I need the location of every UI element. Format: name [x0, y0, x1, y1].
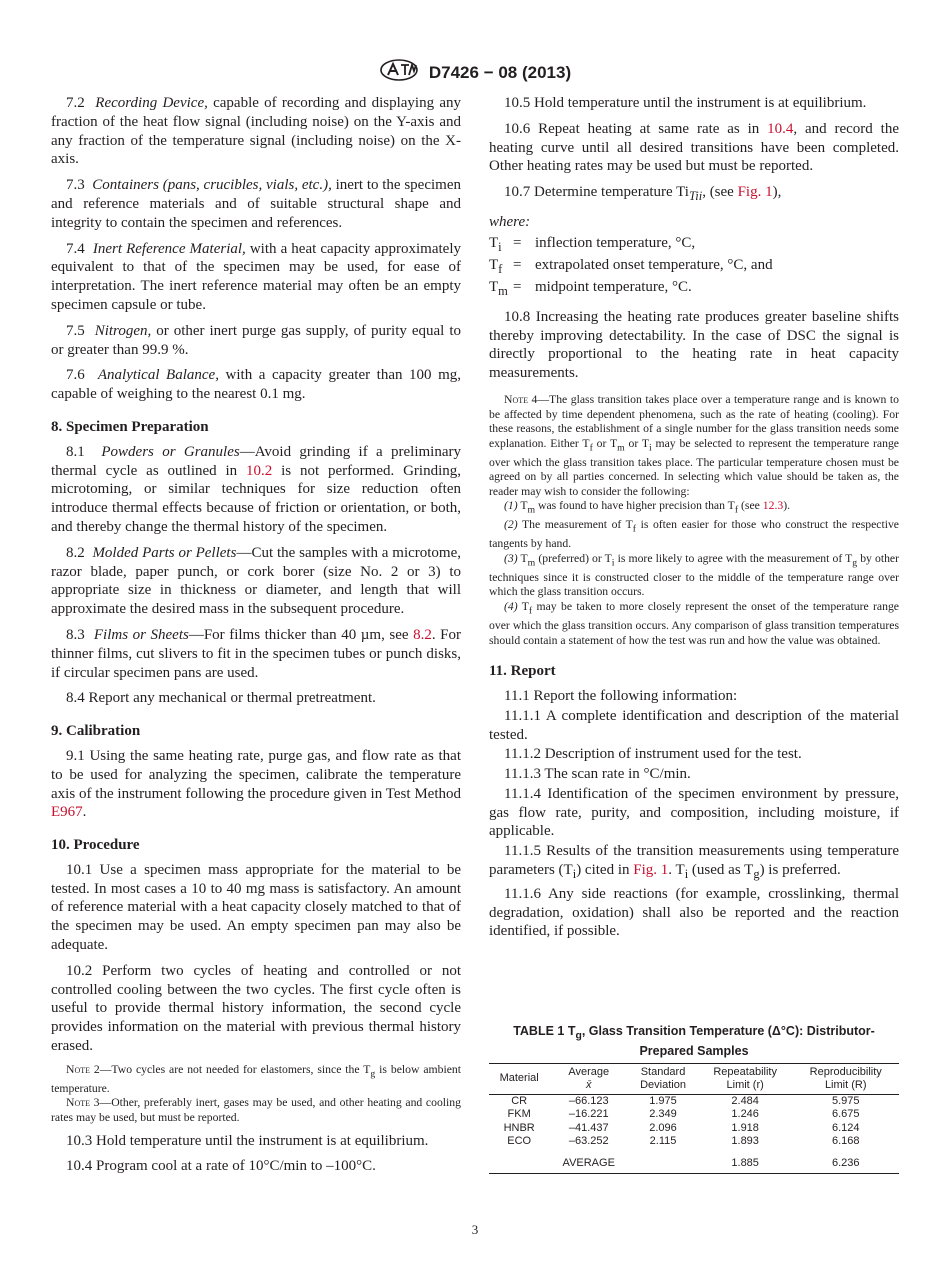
para-10-3: 10.3 Hold temperature until the instrument is at equilibrium.	[66, 1132, 429, 1149]
col-header-material: Material	[489, 1063, 549, 1094]
astm-logo-icon	[379, 58, 419, 87]
average-label: AVERAGE	[549, 1149, 628, 1174]
standard-designation: D7426 − 08 (2013)	[428, 62, 572, 82]
section-10-heading: 10. Procedure	[51, 837, 140, 854]
cell	[489, 1149, 549, 1174]
para-8-1: 8.1 Powders or Granules—Avoid grinding if a preliminary thermal cycle as outlined in 10.2 is not performed. Grinding, microtoming, or similar techniques for size reduction often introduce thermal effects because of friction or orientation, or both, and thereby change the thermal history of the specimen.	[51, 443, 461, 535]
definition-tm: $T_m$ = midpoint temperature, °C.	[489, 278, 692, 298]
note-4-item-4: (4) $T_f$ may be taken to more closely represent the onset of the temperature range over which the glass transition occurs. Any comparison of glass transition temperatures should contain a statement of how the test was run and how the value was obtained.	[489, 600, 899, 647]
average-repeatability: 1.885	[698, 1149, 793, 1174]
para-11-1: 11.1 Report the following information:	[504, 687, 738, 704]
col-header-repeatability: Repeatability Limit (r)	[698, 1063, 793, 1094]
right-column	[489, 94, 899, 948]
table-average-row	[489, 1149, 899, 1174]
cell	[628, 1149, 698, 1174]
para-7-5: 7.5 Nitrogen, or other inert purge gas supply, of purity equal to or greater than 99.9 %.	[51, 322, 462, 358]
ref-link-e967[interactable]: E967	[51, 804, 83, 821]
ref-link-10-2[interactable]: 10.2	[246, 462, 273, 479]
cell: –63.252	[568, 1135, 609, 1147]
cell: 1.246	[731, 1108, 759, 1120]
para-10-2: 10.2 Perform two cycles of heating and controlled or not controlled cooling between the two cycles. The first cycle often is useful to provide thermal history information, the second cycle provides information on the material with previous thermal history erased.	[51, 962, 461, 1055]
cell: 6.675	[831, 1108, 860, 1120]
ref-link-10-4[interactable]: 10.4	[767, 120, 794, 137]
note-2: Note 2—Two cycles are not needed for elastomers, since the $T_g$ is below ambient temperature.	[51, 1062, 461, 1095]
para-8-3: 8.3 Films or Sheets—For films thicker than 40 µm, see 8.2. For thinner films, cut slivers to fit in the specimen tubes or punch disks, if circular specimen pans are used.	[51, 626, 462, 681]
ref-link-fig-1[interactable]: Fig. 1	[737, 184, 773, 201]
ref-link-fig-1b[interactable]: Fig. 1	[633, 862, 669, 879]
para-10-6: 10.6 Repeat heating at same rate as in 10.4, and record the heating curve until all desired transitions have been completed. Other heating rates may be used but must be reported.	[489, 120, 899, 175]
para-10-5: 10.5 Hold temperature until the instrument is at equilibrium.	[504, 95, 867, 111]
para-10-1: 10.1 Use a specimen mass appropriate for the material to be tested. In most cases a 10 to 40 mg mass is satisfactory. An amount of reference material with a heat capacity closely matched to that of the specimen may be used. An empty specimen pan may also be adequate.	[51, 861, 461, 954]
cell: 2.115	[649, 1135, 677, 1147]
definition-ti: $T_i$ = inflection temperature, °C,	[489, 234, 696, 254]
para-8-4: 8.4 Report any mechanical or thermal pretreatment.	[66, 690, 376, 707]
para-10-4: 10.4 Program cool at a rate of 10°C/min to –100°C.	[66, 1158, 376, 1175]
para-11-1-4: 11.1.4 Identification of the specimen environment by pressure, gas flow rate, purity, and composition, including moisture, if applicable.	[489, 785, 899, 840]
where-label: where:	[489, 213, 531, 230]
para-10-8: 10.8 Increasing the heating rate produces greater baseline shifts thereby improving detectability. In the case of DSC the signal is directly proportional to the heating rate in heat capacity measurements.	[489, 308, 899, 382]
para-9-1: 9.1 Using the same heating rate, purge gas, and flow rate as that to be used for analyzing the specimen, calibrate the temperature axis of the instrument following the procedure given in Test Method E967.	[51, 747, 461, 821]
col-header-reproducibility: Reproducibility Limit (R)	[792, 1063, 899, 1094]
para-8-2: 8.2 Molded Parts or Pellets—Cut the samples with a microtome, razor blade, paper punch, or cork borer (size No. 2 or 3) to appropriate size in thickness or diameter, and length that will approximate the desired mass in the subsequent procedure.	[51, 544, 462, 618]
section-11-heading: 11. Report	[489, 663, 556, 680]
table-row	[489, 1108, 899, 1122]
note-3: Note 3—Other, preferably inert, gases may be used, and other heating and cooling rates may be used, but must be reported.	[51, 1096, 461, 1124]
para-11-1-6: 11.1.6 Any side reactions (for example, crosslinking, thermal degradation, oxidation) shall also be reported and the reaction identified, if possible.	[489, 885, 899, 940]
cell: 2.484	[731, 1094, 759, 1107]
cell: ECO	[507, 1135, 532, 1147]
cell: 1.893	[731, 1135, 759, 1147]
average-reproducibility: 6.236	[792, 1149, 899, 1174]
col-header-average: Average x̄	[549, 1063, 628, 1094]
para-7-3: 7.3 Containers (pans, crucibles, vials, etc.), inert to the specimen and reference materials and of suitable structural shape and integrity to contain the specimen and references.	[51, 177, 461, 231]
definition-tf: $T_f$ = extrapolated onset temperature, °C, and	[489, 256, 773, 276]
definition-list	[489, 234, 899, 300]
ref-link-8-2[interactable]: 8.2	[413, 626, 432, 643]
para-10-7: 10.7 Determine temperature $Ti_{Tii}$, (see Fig. 1),	[504, 184, 782, 204]
cell: FKM	[507, 1108, 531, 1120]
table-row	[489, 1122, 899, 1136]
left-column	[51, 94, 461, 1183]
cell: –41.437	[568, 1121, 609, 1134]
table-row	[489, 1135, 899, 1149]
para-11-1-5: 11.1.5 Results of the transition measurements using temperature parameters $(T_i)$ cited in Fig. 1. $T_i$ (used as $T_g$) is preferred.	[489, 843, 899, 882]
table-header-row	[489, 1063, 899, 1094]
para-7-2: 7.2 Recording Device, capable of recording and displaying any fraction of the heat flow signal (including noise) on the Y-axis and any fraction of the temperature signal (including noise) on the X-axis.	[51, 95, 462, 168]
col-header-std-dev: Standard Deviation	[628, 1063, 698, 1094]
page-number: 3	[471, 1222, 479, 1237]
results-table	[489, 1063, 899, 1175]
table-title: TABLE 1 $T_g$, Glass Transition Temperature (Δ°C): Distributor-Prepared Samples	[513, 1024, 875, 1058]
para-11-1-3: 11.1.3 The scan rate in °C/min.	[504, 766, 691, 783]
table-1	[489, 1024, 899, 1174]
note-4-item-1: (1) $T_m$ was found to have higher precision than $T_f$ (see 12.3).	[504, 499, 791, 516]
cell: CR	[511, 1094, 528, 1107]
cell: 2.349	[649, 1108, 677, 1120]
para-7-6: 7.6 Analytical Balance, with a capacity greater than 100 mg, capable of weighing to the nearest 0.1 mg.	[51, 367, 462, 403]
note-4-item-3: (3) $T_m$ (preferred) or $T_i$ is more likely to agree with the measurement of $T_g$ by other techniques since it is constructed closer to the middle of the temperature range over which the glass transition occurs.	[489, 551, 900, 599]
cell: 6.124	[831, 1121, 860, 1134]
cell: 2.096	[649, 1121, 677, 1134]
para-7-4: 7.4 Inert Reference Material, with a heat capacity approximately equivalent to that of the specimen may be used, for ease of interpretation. The inert reference material may often be an empty specimen capsule or tube.	[51, 240, 461, 313]
section-9-heading: 9. Calibration	[51, 723, 141, 740]
cell: –66.123	[568, 1094, 609, 1107]
table-row	[489, 1094, 899, 1108]
note-4-item-2: (2) The measurement of $T_f$ is often easier for those who construct the respective tangents by hand.	[489, 518, 899, 551]
para-11-1-2: 11.1.2 Description of instrument used for the test.	[504, 746, 802, 763]
para-11-1-1: 11.1.1 A complete identification and description of the material tested.	[489, 707, 899, 743]
cell: –16.221	[568, 1108, 609, 1120]
cell: 5.975	[831, 1094, 860, 1107]
note-4: Note 4—The glass transition takes place over a temperature range and is known to be affected by time dependent phenomena, such as the rate of heating (cooling). For these reasons, the establishment of a single number for the glass transition needs some explanation. Either $T_f$ or $T_m$ or $T_i$ may be selected to represent the temperature range over which the glass transition takes place. The particular temperature chosen must be agreed on by all parties concerned. In selecting which value should be taken as, the reader may wish to consider the following:	[489, 392, 899, 498]
cell: 1.975	[649, 1094, 677, 1107]
cell: 6.168	[831, 1135, 860, 1147]
ref-link-12-3[interactable]: 12.3	[762, 499, 784, 513]
cell: 1.918	[731, 1121, 759, 1134]
page-header	[0, 58, 950, 87]
cell: HNBR	[503, 1121, 535, 1134]
section-8-heading: 8. Specimen Preparation	[51, 418, 209, 435]
